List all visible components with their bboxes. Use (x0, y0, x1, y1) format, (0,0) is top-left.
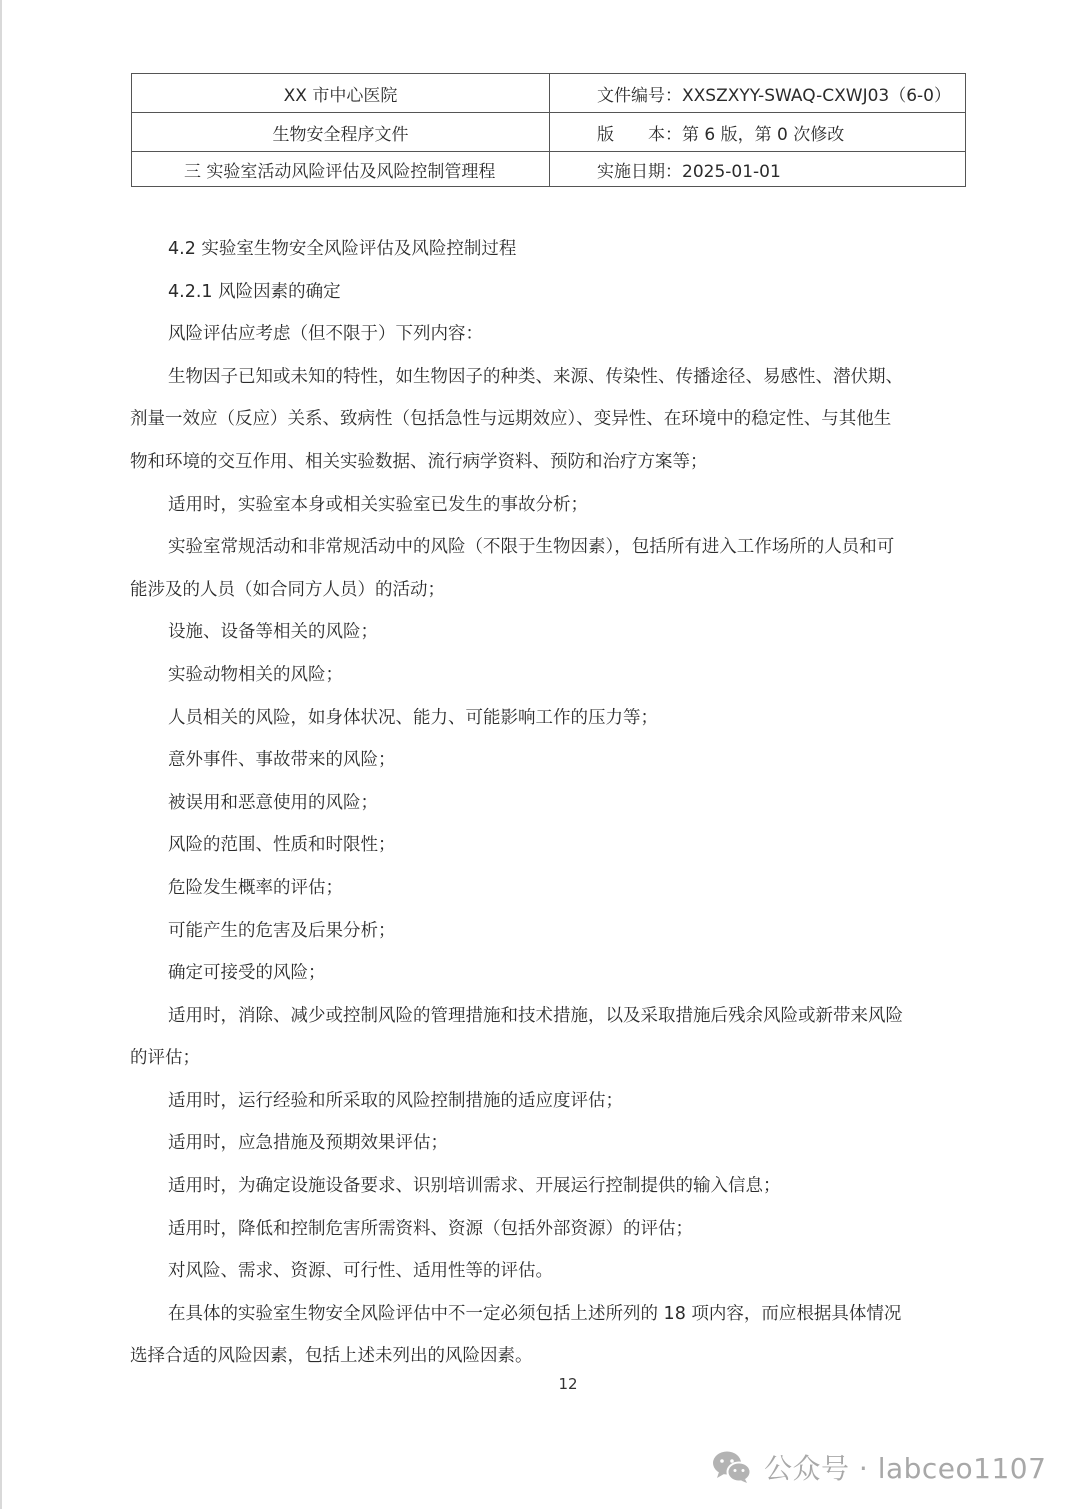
document-body (130, 228, 970, 1378)
procedure-title-cell: 三 实验室活动风险评估及风险控制管理程 (132, 152, 550, 187)
header-row-1 (132, 74, 966, 113)
paragraph-line: 适用时，实验室本身或相关实验室已发生的事故分析； (168, 494, 588, 515)
paragraph-line: 可能产生的危害及后果分析； (168, 920, 396, 941)
paragraph-line: 对风险、需求、资源、可行性、适用性等的评估。 (168, 1261, 553, 1282)
paragraph-line: 风险的范围、性质和时限性； (168, 835, 396, 856)
paragraph-line: 风险评估应考虑（但不限于）下列内容： (168, 324, 483, 345)
watermark-text: 公众号 · labceo1107 (764, 1452, 1047, 1485)
paragraph-line: 人员相关的风险，如身体状况、能力、可能影响工作的压力等； (168, 707, 658, 728)
effective-date-cell: 实施日期：2025-01-01 (550, 152, 966, 187)
header-row-3 (132, 152, 966, 187)
paragraph-line: 危险发生概率的评估； (168, 877, 343, 898)
paragraph-line: 意外事件、事故带来的风险； (168, 750, 396, 771)
paragraph-line: 适用时，消除、减少或控制风险的管理措施和技术措施，以及采取措施后残余风险或新带来风险 (168, 1005, 903, 1026)
page-number: 12 (558, 1375, 578, 1393)
paragraph-line: 选择合适的风险因素，包括上述未列出的风险因素。 (130, 1346, 533, 1367)
doc-type-cell: 生物安全程序文件 (132, 113, 550, 152)
hospital-name-cell: XX 市中心医院 (132, 74, 550, 113)
paragraph-line: 的评估； (130, 1048, 200, 1069)
wechat-watermark (712, 1447, 1046, 1487)
paragraph-line: 适用时，降低和控制危害所需资料、资源（包括外部资源）的评估； (168, 1218, 693, 1239)
paragraph-line: 设施、设备等相关的风险； (168, 622, 378, 643)
doc-number-cell: 文件编号：XXSZXYY-SWAQ-CXWJ03（6-0） (550, 74, 966, 113)
subsection-heading: 4.2.1 风险因素的确定 (168, 281, 341, 302)
wechat-icon (712, 1450, 752, 1484)
paragraph-line: 确定可接受的风险； (168, 963, 326, 984)
page-edge (0, 0, 2, 1509)
paragraph-line: 实验室常规活动和非常规活动中的风险（不限于生物因素），包括所有进入工作场所的人员和可 (168, 537, 895, 558)
paragraph-line: 被误用和恶意使用的风险； (168, 792, 378, 813)
paragraph-line: 适用时，为确定设施设备要求、识别培训需求、开展运行控制提供的输入信息； (168, 1176, 781, 1197)
document-header-table (131, 73, 966, 187)
section-heading: 4.2 实验室生物安全风险评估及风险控制过程 (168, 239, 517, 259)
header-row-2 (132, 113, 966, 152)
paragraph-line: 适用时，运行经验和所采取的风险控制措施的适应度评估； (168, 1090, 623, 1111)
paragraph-line: 在具体的实验室生物安全风险评估中不一定必须包括上述所列的 18 项内容，而应根据具体情况 (168, 1303, 902, 1324)
paragraph-line: 能涉及的人员（如合同方人员）的活动； (130, 579, 445, 600)
paragraph-line: 生物因子已知或未知的特性，如生物因子的种类、来源、传染性、传播途径、易感性、潜伏期、 (168, 366, 903, 387)
paragraph-line: 实验动物相关的风险； (168, 664, 343, 685)
version-cell: 版 本：第 6 版，第 0 次修改 (550, 113, 966, 152)
paragraph-line: 物和环境的交互作用、相关实验数据、流行病学资料、预防和治疗方案等； (130, 451, 708, 472)
paragraph-line: 适用时，应急措施及预期效果评估； (168, 1133, 448, 1154)
paragraph-line: 剂量一效应（反应）关系、致病性（包括急性与远期效应）、变异性、在环境中的稳定性、与其他生 (130, 409, 892, 430)
